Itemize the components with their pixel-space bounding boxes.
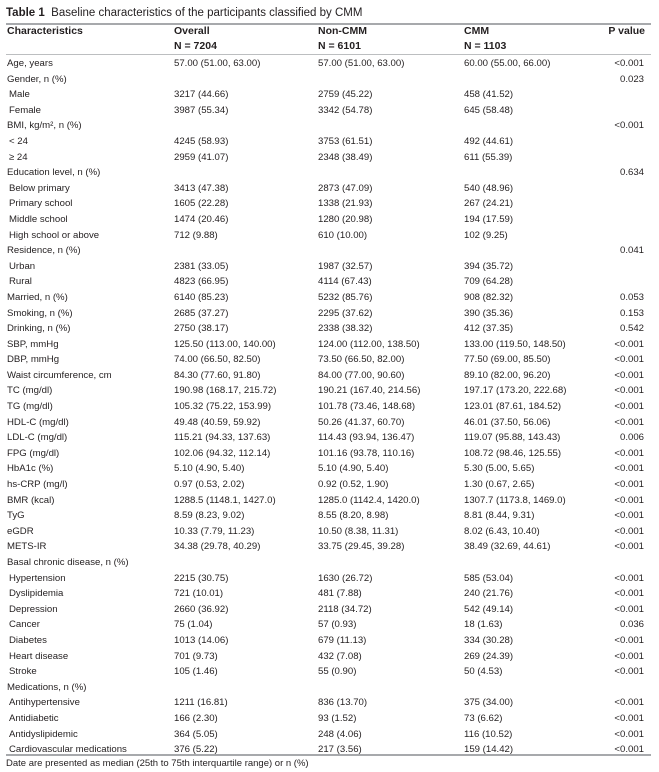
row-label: Cardiovascular medications xyxy=(9,744,127,756)
cell-p-value: <0.001 xyxy=(614,354,644,366)
cell-p-value: <0.001 xyxy=(614,634,644,646)
cell-cmm: 46.01 (37.50, 56.06) xyxy=(464,416,551,428)
cell-overall: 1013 (14.06) xyxy=(174,634,229,646)
cell-overall: 2750 (38.17) xyxy=(174,323,229,335)
row-label: Married, n (%) xyxy=(7,291,68,303)
table-row xyxy=(6,259,651,275)
cell-p-value: <0.001 xyxy=(614,369,644,381)
row-label: Education level, n (%) xyxy=(7,167,101,179)
count-non-cmm: N = 6101 xyxy=(318,40,361,52)
cell-non-cmm: 4114 (67.43) xyxy=(318,276,372,288)
cell-overall: 49.48 (40.59, 59.92) xyxy=(174,416,261,428)
cell-overall: 102.06 (94.32, 112.14) xyxy=(174,447,271,459)
cell-overall: 701 (9.73) xyxy=(174,650,218,662)
row-label: Waist circumference, cm xyxy=(7,369,112,381)
row-label: TyG xyxy=(7,510,25,522)
cell-overall: 84.30 (77.60, 91.80) xyxy=(174,369,261,381)
cell-overall: 10.33 (7.79, 11.23) xyxy=(174,525,255,537)
cell-p-value: 0.542 xyxy=(619,323,644,335)
cell-p-value: <0.001 xyxy=(614,603,644,615)
count-cmm: N = 1103 xyxy=(464,40,507,52)
cell-non-cmm: 101.78 (73.46, 148.68) xyxy=(318,401,416,413)
cell-non-cmm: 57 (0.93) xyxy=(318,619,357,631)
cell-overall: 125.50 (113.00, 140.00) xyxy=(174,338,276,350)
row-label: BMI, kg/m², n (%) xyxy=(7,120,82,132)
table-row xyxy=(6,461,651,477)
table-row xyxy=(6,415,651,431)
cell-p-value: <0.001 xyxy=(614,666,644,678)
table-row xyxy=(6,134,651,150)
cell-overall: 2959 (41.07) xyxy=(174,151,229,163)
row-label: TG (mg/dl) xyxy=(7,401,53,413)
cell-cmm: 194 (17.59) xyxy=(464,213,514,225)
table-row xyxy=(6,352,651,368)
cell-p-value: 0.634 xyxy=(619,167,644,179)
cell-overall: 105.32 (75.22, 153.99) xyxy=(174,401,272,413)
row-label: Below primary xyxy=(9,182,70,194)
cell-non-cmm: 5232 (85.76) xyxy=(318,291,373,303)
cell-p-value: <0.001 xyxy=(614,401,644,413)
cell-non-cmm: 0.92 (0.52, 1.90) xyxy=(318,479,389,491)
cell-non-cmm: 3753 (61.51) xyxy=(318,135,373,147)
row-label: Stroke xyxy=(9,666,37,678)
cell-non-cmm: 10.50 (8.38, 11.31) xyxy=(318,525,399,537)
cell-overall: 364 (5.05) xyxy=(174,728,218,740)
cell-non-cmm: 1338 (21.93) xyxy=(318,198,373,210)
cell-non-cmm: 610 (10.00) xyxy=(318,229,368,241)
table-header-row xyxy=(6,24,651,39)
cell-overall: 712 (9.88) xyxy=(174,229,218,241)
table-row xyxy=(6,617,651,633)
table-row xyxy=(6,711,651,727)
table-row xyxy=(6,196,651,212)
cell-overall: 3217 (44.66) xyxy=(174,89,229,101)
cell-cmm: 18 (1.63) xyxy=(464,619,503,631)
cell-p-value: 0.023 xyxy=(619,73,644,85)
cell-overall: 2660 (36.92) xyxy=(174,603,229,615)
table-row xyxy=(6,664,651,680)
table-row xyxy=(6,337,651,353)
table-row xyxy=(6,399,651,415)
row-label: Rural xyxy=(9,276,32,288)
cell-cmm: 5.30 (5.00, 5.65) xyxy=(464,463,535,475)
row-label: < 24 xyxy=(9,135,28,147)
table-row xyxy=(6,87,651,103)
row-label: Gender, n (%) xyxy=(7,73,67,85)
table-row xyxy=(6,243,651,259)
table-row xyxy=(6,165,651,181)
row-label: eGDR xyxy=(7,525,34,537)
cell-overall: 105 (1.46) xyxy=(174,666,218,678)
cell-non-cmm: 55 (0.90) xyxy=(318,666,357,678)
cell-non-cmm: 124.00 (112.00, 138.50) xyxy=(318,338,420,350)
row-label: DBP, mmHg xyxy=(7,354,60,366)
cell-cmm: 390 (35.36) xyxy=(464,307,514,319)
row-label: Age, years xyxy=(7,58,53,69)
cell-non-cmm: 5.10 (4.90, 5.40) xyxy=(318,463,389,475)
cell-non-cmm: 114.43 (93.94, 136.47) xyxy=(318,432,415,444)
cell-p-value: <0.001 xyxy=(614,385,644,397)
row-label: Depression xyxy=(9,603,58,615)
cell-cmm: 116 (10.52) xyxy=(464,728,513,740)
column-header-characteristics: Characteristics xyxy=(7,25,83,37)
table-row xyxy=(6,477,651,493)
row-label: SBP, mmHg xyxy=(7,338,59,350)
cell-non-cmm: 3342 (54.78) xyxy=(318,104,373,116)
cell-overall: 2685 (37.27) xyxy=(174,307,229,319)
cell-non-cmm: 2118 (34.72) xyxy=(318,603,372,615)
cell-overall: 721 (10.01) xyxy=(174,588,224,600)
cell-overall: 1211 (16.81) xyxy=(174,697,228,709)
table-row xyxy=(6,228,651,244)
cell-p-value: <0.001 xyxy=(614,338,644,350)
cell-non-cmm: 1285.0 (1142.4, 1420.0) xyxy=(318,494,420,506)
cell-cmm: 89.10 (82.00, 96.20) xyxy=(464,369,551,381)
cell-overall: 75 (1.04) xyxy=(174,619,213,631)
row-label: FPG (mg/dl) xyxy=(7,447,60,459)
cell-p-value: <0.001 xyxy=(614,697,644,709)
table-row xyxy=(6,290,651,306)
cell-cmm: 50 (4.53) xyxy=(464,666,503,678)
cell-cmm: 8.02 (6.43, 10.40) xyxy=(464,525,540,537)
row-label: Basal chronic disease, n (%) xyxy=(7,557,129,568)
cell-non-cmm: 248 (4.06) xyxy=(318,728,362,740)
row-label: Urban xyxy=(9,260,36,272)
cell-p-value: <0.001 xyxy=(614,572,644,584)
cell-cmm: 133.00 (119.50, 148.50) xyxy=(464,338,566,350)
cell-overall: 3413 (47.38) xyxy=(174,182,229,194)
table-row xyxy=(6,72,651,88)
cell-cmm: 197.17 (173.20, 222.68) xyxy=(464,385,567,397)
row-label: Drinking, n (%) xyxy=(7,323,71,335)
cell-non-cmm: 481 (7.88) xyxy=(318,588,362,600)
row-label: Diabetes xyxy=(9,634,47,646)
table-row xyxy=(6,633,651,649)
cell-non-cmm: 93 (1.52) xyxy=(318,712,357,724)
cell-cmm: 458 (41.52) xyxy=(464,89,514,101)
table-caption-text: Baseline characteristics of the participants classified by CMM xyxy=(51,7,363,19)
table-row xyxy=(6,181,651,197)
cell-p-value: <0.001 xyxy=(614,494,644,506)
cell-non-cmm: 679 (11.13) xyxy=(318,634,367,646)
row-label: Female xyxy=(9,104,41,116)
table-count-row xyxy=(6,39,651,55)
cell-overall: 4823 (66.95) xyxy=(174,276,229,288)
cell-cmm: 908 (82.32) xyxy=(464,291,514,303)
cell-non-cmm: 73.50 (66.50, 82.00) xyxy=(318,354,405,366)
cell-cmm: 611 (55.39) xyxy=(464,151,513,163)
table-row xyxy=(6,368,651,384)
cell-cmm: 38.49 (32.69, 44.61) xyxy=(464,541,551,553)
cell-cmm: 8.81 (8.44, 9.31) xyxy=(464,510,535,522)
row-label: Dyslipidemia xyxy=(9,588,64,600)
cell-non-cmm: 1280 (20.98) xyxy=(318,213,373,225)
cell-non-cmm: 33.75 (29.45, 39.28) xyxy=(318,541,405,553)
table-row xyxy=(6,103,651,119)
cell-overall: 190.98 (168.17, 215.72) xyxy=(174,385,277,397)
cell-overall: 4245 (58.93) xyxy=(174,135,229,147)
cell-cmm: 159 (14.42) xyxy=(464,744,514,756)
cell-p-value: <0.001 xyxy=(614,447,644,459)
table-row xyxy=(6,212,651,228)
cell-overall: 74.00 (66.50, 82.50) xyxy=(174,354,261,366)
count-overall: N = 7204 xyxy=(174,40,217,52)
cell-p-value: 0.006 xyxy=(619,432,644,444)
cell-p-value: 0.153 xyxy=(619,307,644,319)
row-label: Heart disease xyxy=(9,650,69,662)
cell-non-cmm: 2873 (47.09) xyxy=(318,182,373,194)
table-row xyxy=(6,508,651,524)
cell-cmm: 77.50 (69.00, 85.50) xyxy=(464,354,551,366)
cell-non-cmm: 2295 (37.62) xyxy=(318,307,373,319)
row-label: Antihypertensive xyxy=(9,697,80,709)
cell-cmm: 540 (48.96) xyxy=(464,182,514,194)
row-label: Smoking, n (%) xyxy=(7,307,73,319)
cell-overall: 2381 (33.05) xyxy=(174,260,229,272)
cell-p-value: <0.001 xyxy=(614,744,644,756)
cell-p-value: 0.041 xyxy=(619,245,644,257)
cell-cmm: 645 (58.48) xyxy=(464,104,514,116)
cell-overall: 115.21 (94.33, 137.63) xyxy=(174,432,271,444)
row-label: HbA1c (%) xyxy=(7,463,54,475)
cell-cmm: 1307.7 (1173.8, 1469.0) xyxy=(464,494,566,506)
cell-p-value: <0.001 xyxy=(614,120,644,132)
table-caption xyxy=(6,4,651,25)
row-label: METS-IR xyxy=(7,541,47,553)
cell-cmm: 585 (53.04) xyxy=(464,572,514,584)
cell-cmm: 108.72 (98.46, 125.55) xyxy=(464,447,562,459)
cell-cmm: 709 (64.28) xyxy=(464,276,514,288)
column-header-p-value: P value xyxy=(608,25,645,37)
table-row xyxy=(6,56,651,72)
row-label: BMR (kcal) xyxy=(7,494,55,506)
table-row xyxy=(6,555,651,571)
table-row xyxy=(6,493,651,509)
cell-cmm: 334 (30.28) xyxy=(464,634,514,646)
cell-non-cmm: 101.16 (93.78, 110.16) xyxy=(318,447,415,459)
table-row xyxy=(6,150,651,166)
cell-cmm: 73 (6.62) xyxy=(464,712,503,724)
cell-overall: 3987 (55.34) xyxy=(174,104,229,116)
row-label: TC (mg/dl) xyxy=(7,385,53,397)
cell-p-value: <0.001 xyxy=(614,525,644,537)
cell-p-value: <0.001 xyxy=(614,479,644,491)
cell-p-value: <0.001 xyxy=(614,728,644,740)
cell-cmm: 542 (49.14) xyxy=(464,603,514,615)
cell-overall: 1605 (22.28) xyxy=(174,198,229,210)
row-label: Male xyxy=(9,89,30,101)
table-row xyxy=(6,649,651,665)
cell-non-cmm: 1987 (32.57) xyxy=(318,260,373,272)
cell-p-value: <0.001 xyxy=(614,588,644,600)
cell-non-cmm: 84.00 (77.00, 90.60) xyxy=(318,369,405,381)
table-row xyxy=(6,571,651,587)
row-label: LDL-C (mg/dl) xyxy=(7,432,68,444)
table-row xyxy=(6,602,651,618)
cell-overall: 5.10 (4.90, 5.40) xyxy=(174,463,245,475)
cell-overall: 34.38 (29.78, 40.29) xyxy=(174,541,261,553)
table-row xyxy=(6,118,651,134)
table-row xyxy=(6,680,651,696)
cell-p-value: <0.001 xyxy=(614,58,644,69)
row-label: Antidyslipidemic xyxy=(9,728,78,740)
table-row xyxy=(6,383,651,399)
column-header-non-cmm: Non-CMM xyxy=(318,25,367,37)
cell-cmm: 375 (34.00) xyxy=(464,697,514,709)
row-label: Antidiabetic xyxy=(9,712,59,724)
row-label: Hypertension xyxy=(9,572,66,584)
row-label: Cancer xyxy=(9,619,40,631)
cell-overall: 376 (5.22) xyxy=(174,744,218,756)
table-row xyxy=(6,539,651,555)
cell-non-cmm: 2338 (38.32) xyxy=(318,323,373,335)
cell-non-cmm: 217 (3.56) xyxy=(318,744,362,756)
cell-non-cmm: 1630 (26.72) xyxy=(318,572,373,584)
cell-overall: 1288.5 (1148.1, 1427.0) xyxy=(174,494,276,506)
cell-overall: 1474 (20.46) xyxy=(174,213,229,225)
cell-cmm: 492 (44.61) xyxy=(464,135,514,147)
cell-cmm: 394 (35.72) xyxy=(464,260,514,272)
table-caption-label: Table 1 xyxy=(6,7,45,19)
table-row xyxy=(6,727,651,743)
cell-cmm: 119.07 (95.88, 143.43) xyxy=(464,432,561,444)
table-row xyxy=(6,524,651,540)
cell-p-value: <0.001 xyxy=(614,463,644,475)
cell-non-cmm: 2759 (45.22) xyxy=(318,89,373,101)
table-footnote: Date are presented as median (25th to 75th interquartile range) or n (%) xyxy=(6,758,309,769)
column-header-cmm: CMM xyxy=(464,25,490,37)
cell-non-cmm: 57.00 (51.00, 63.00) xyxy=(318,58,405,69)
cell-p-value: 0.036 xyxy=(619,619,644,631)
cell-non-cmm: 836 (13.70) xyxy=(318,697,368,709)
cell-p-value: <0.001 xyxy=(614,541,644,553)
table-row xyxy=(6,321,651,337)
row-label: Medications, n (%) xyxy=(7,681,87,693)
cell-non-cmm: 2348 (38.49) xyxy=(318,151,373,163)
cell-overall: 8.59 (8.23, 9.02) xyxy=(174,510,245,522)
table-row xyxy=(6,306,651,322)
row-label: High school or above xyxy=(9,229,100,241)
cell-p-value: <0.001 xyxy=(614,510,644,522)
cell-cmm: 412 (37.35) xyxy=(464,323,514,335)
table-row xyxy=(6,430,651,446)
cell-cmm: 240 (21.76) xyxy=(464,588,514,600)
table-row xyxy=(6,446,651,462)
row-label: hs-CRP (mg/l) xyxy=(7,479,68,491)
table-row xyxy=(6,695,651,711)
cell-overall: 0.97 (0.53, 2.02) xyxy=(174,479,245,491)
cell-non-cmm: 190.21 (167.40, 214.56) xyxy=(318,385,421,397)
cell-overall: 57.00 (51.00, 63.00) xyxy=(174,58,261,69)
row-label: Residence, n (%) xyxy=(7,245,81,257)
cell-non-cmm: 50.26 (41.37, 60.70) xyxy=(318,416,405,428)
cell-non-cmm: 432 (7.08) xyxy=(318,650,362,662)
row-label: Middle school xyxy=(9,213,68,225)
table-row xyxy=(6,586,651,602)
row-label: HDL-C (mg/dl) xyxy=(7,416,69,428)
column-header-overall: Overall xyxy=(174,25,210,37)
cell-overall: 166 (2.30) xyxy=(174,712,218,724)
row-label: Primary school xyxy=(9,198,73,210)
table-row xyxy=(6,274,651,290)
cell-cmm: 102 (9.25) xyxy=(464,229,508,241)
cell-p-value: <0.001 xyxy=(614,416,644,428)
cell-cmm: 123.01 (87.61, 184.52) xyxy=(464,401,562,413)
cell-overall: 2215 (30.75) xyxy=(174,572,229,584)
table-body xyxy=(6,56,651,758)
cell-non-cmm: 8.55 (8.20, 8.98) xyxy=(318,510,389,522)
table-bottom-rule xyxy=(6,754,651,756)
cell-cmm: 60.00 (55.00, 66.00) xyxy=(464,58,551,69)
cell-cmm: 1.30 (0.67, 2.65) xyxy=(464,479,535,491)
row-label: ≥ 24 xyxy=(9,151,28,163)
cell-p-value: <0.001 xyxy=(614,650,644,662)
cell-overall: 6140 (85.23) xyxy=(174,291,229,303)
cell-p-value: 0.053 xyxy=(619,291,644,303)
cell-cmm: 267 (24.21) xyxy=(464,198,514,210)
cell-p-value: <0.001 xyxy=(614,712,644,724)
cell-cmm: 269 (24.39) xyxy=(464,650,514,662)
